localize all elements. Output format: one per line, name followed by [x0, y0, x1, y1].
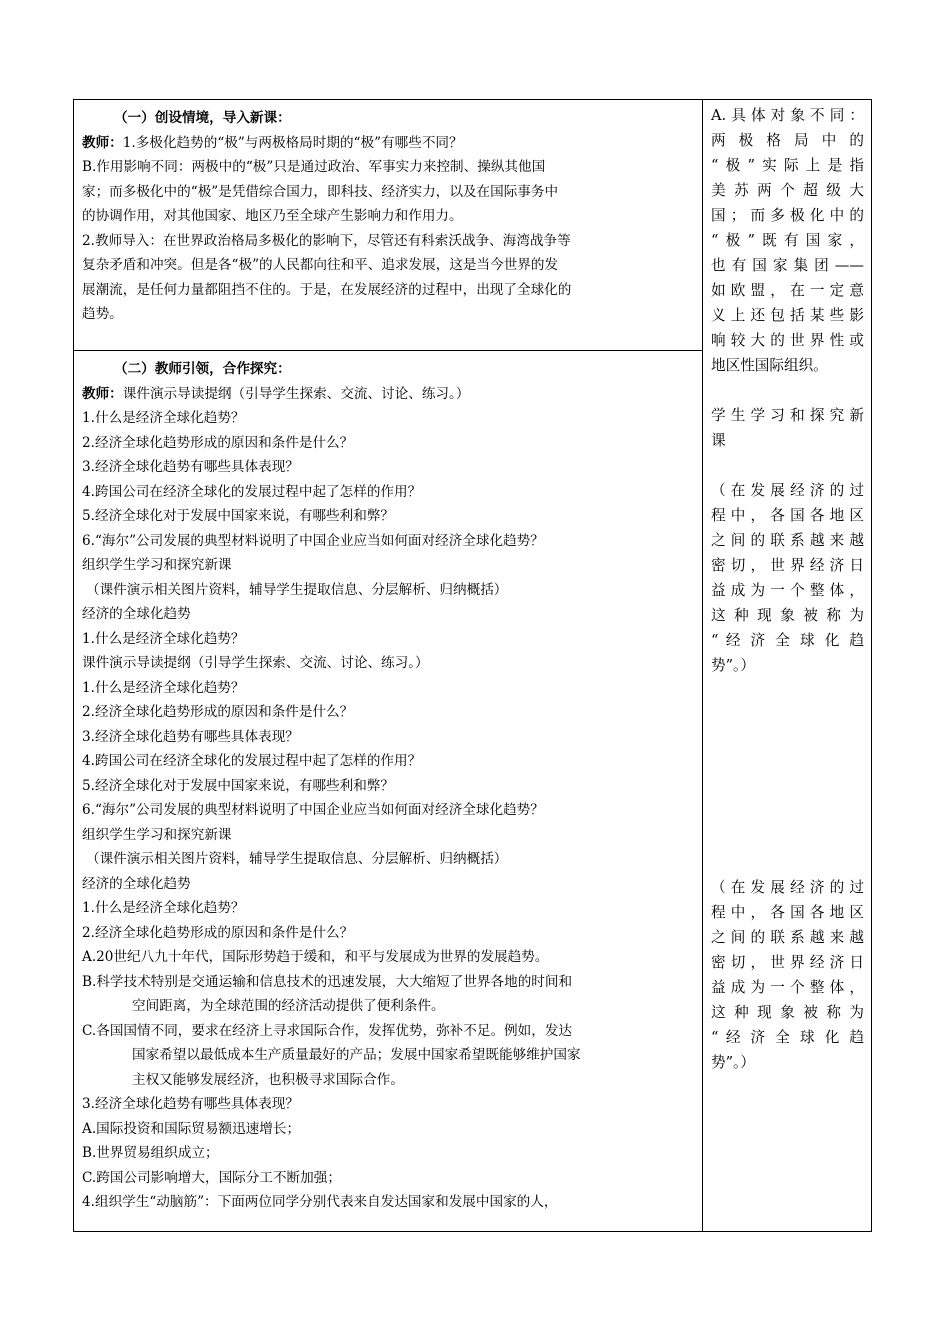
intro-line-text: 复杂矛盾和冲突。但是各“极”的人民都向往和平、追求发展，这是当今世界的发	[82, 257, 559, 273]
inquiry-line: 3.经济全球化趋势有哪些具体表现？	[82, 728, 299, 745]
intro-line-text: 家；而多极化中的“极”是凭借综合国力，即科技、经济实力，以及在国际事务中	[82, 183, 559, 200]
note-line: “ 经 济 全 球 化 趋	[711, 632, 864, 649]
teacher-text: 课件演示导读提纲（引导学生探索、交流、讨论、练习。）	[122, 385, 470, 402]
inquiry-content	[74, 351, 702, 1215]
intro-line-text: 趋势。	[82, 306, 123, 322]
teacher-label: 教师：	[82, 385, 123, 402]
note-line: 如欧盟，在一定意	[711, 282, 864, 299]
note-line: 这 种 现 象 被 称 为	[711, 607, 864, 624]
section-heading-1: （一）创设情境，导入新课：	[114, 110, 291, 126]
note-line: “极”实际上是指	[711, 157, 864, 174]
inquiry-line: 2.经济全球化趋势形成的原因和条件是什么？	[82, 434, 354, 451]
note-line: 美苏两个超级大	[711, 182, 864, 199]
inquiry-line: （课件演示相关图片资料，辅导学生提取信息、分层解析、归纳概括）	[86, 581, 508, 598]
inquiry-line: 1.什么是经济全球化趋势？	[82, 679, 245, 696]
note-line: 国；而多极化中的	[711, 207, 864, 224]
inquiry-line: A.20世纪八九十年代，国际形势趋于缓和，和平与发展成为世界的发展趋势。	[82, 949, 549, 965]
note-line: （在发展经济的过	[711, 482, 864, 499]
intro-line	[82, 204, 694, 229]
note-line: 之间的联系越来越	[711, 532, 864, 549]
intro-line	[82, 131, 694, 156]
teacher-label: 教师：	[82, 134, 123, 151]
inquiry-line: B.世界贸易组织成立；	[82, 1145, 219, 1161]
intro-line	[82, 155, 694, 180]
inquiry-line: 1.什么是经济全球化趋势？	[82, 410, 245, 426]
note-line: 密切，世界经济日	[711, 557, 864, 574]
inquiry-line: 2.经济全球化趋势形成的原因和条件是什么？	[82, 704, 354, 720]
note-line: 学生学习和探究新	[711, 407, 864, 424]
inquiry-line: 5.经济全球化对于发展中国家来说，有哪些利和弊？	[82, 777, 395, 794]
inquiry-line: 6.“海尔”公司发展的典型材料说明了中国企业应当如何面对经济全球化趋势？	[82, 802, 544, 818]
inquiry-line: C.跨国公司影响增大，国际分工不断加强；	[82, 1169, 341, 1186]
inquiry-line: 1.什么是经济全球化趋势？	[82, 900, 245, 916]
inquiry-line: 4.跨国公司在经济全球化的发展过程中起了怎样的作用？	[82, 483, 422, 500]
note-line: 程中，各国各地区	[711, 507, 864, 524]
note-line: 势”。）	[711, 1054, 755, 1071]
note-line: 势”。）	[711, 657, 755, 674]
notes-column	[703, 100, 872, 1232]
note-line: （在发展经济的过	[711, 879, 864, 896]
intro-line-text: 2.教师导入：在世界政治格局多极化的影响下，尽管还有科索沃战争、海湾战争等	[82, 232, 571, 249]
note-line: A.具体对象不同：	[711, 107, 864, 124]
note-line: 也有国家集团——	[711, 257, 864, 274]
inquiry-line: （课件演示相关图片资料，辅导学生提取信息、分层解析、归纳概括）	[86, 851, 508, 867]
inquiry-line: 6.“海尔”公司发展的典型材料说明了中国企业应当如何面对经济全球化趋势？	[82, 532, 544, 549]
lesson-table	[73, 99, 872, 1232]
teacher-line	[82, 382, 694, 407]
inquiry-line: 1.什么是经济全球化趋势？	[82, 630, 245, 647]
inquiry-line: 3.经济全球化趋势有哪些具体表现？	[82, 1096, 299, 1112]
note-line: 益成为一个整体，	[711, 582, 864, 599]
intro-line-text: 1.多极化趋势的“极”与两极格局时期的“极”有哪些不同？	[122, 134, 463, 151]
note-line: 地区性国际组织。	[711, 357, 828, 374]
inquiry-line: 5.经济全球化对于发展中国家来说，有哪些利和弊？	[82, 508, 395, 524]
note-differences	[711, 103, 864, 378]
note-line: 两 极 格 局 中 的	[711, 132, 864, 149]
inquiry-cell	[74, 351, 703, 1232]
note-line: 密切，世界经济日	[711, 954, 864, 971]
inquiry-line: 组织学生学习和探究新课	[82, 557, 232, 573]
intro-line	[82, 180, 694, 205]
reason-c-line: 主权又能够发展经济，也积极寻求国际合作。	[132, 1071, 404, 1088]
notes-content	[703, 100, 871, 1075]
reason-b-line: B.科学技术特别是交通运输和信息技术的迅速发展，大大缩短了世界各地的时间和	[82, 973, 573, 990]
inquiry-line: 3.经济全球化趋势有哪些具体表现？	[82, 459, 299, 475]
intro-content	[74, 100, 702, 327]
reason-c-line: C.各国国情不同，要求在经济上寻求国际合作，发挥优势，弥补不足。例如，发达	[82, 1022, 573, 1039]
reason-c-line: 国家希望以最低成本生产质量最好的产品；发展中国家希望既能够维护国家	[132, 1047, 581, 1063]
note-line: 课	[711, 432, 726, 449]
note-line: 程中，各国各地区	[711, 904, 864, 921]
intro-line-text: 的协调作用，对其他国家、地区乃至全球产生影响力和作用力。	[82, 208, 463, 224]
note-line: 响较大的世界性或	[711, 332, 864, 349]
inquiry-line: 课件演示导读提纲（引导学生探索、交流、讨论、练习。）	[82, 655, 429, 671]
reason-b-line: 空间距离，为全球范围的经济活动提供了便利条件。	[132, 998, 445, 1014]
inquiry-line: A.国际投资和国际贸易额迅速增长；	[82, 1120, 301, 1137]
note-line: “极”既有国家，	[711, 232, 864, 249]
lesson-plan-page	[73, 99, 869, 1233]
note-globalization-2	[711, 875, 864, 1075]
intro-line-text: B.作用影响不同：两极中的“极”只是通过政治、军事实力来控制、操纵其他国	[82, 159, 546, 175]
intro-line	[82, 278, 694, 303]
intro-line	[82, 229, 694, 254]
note-line: “ 经 济 全 球 化 趋	[711, 1029, 864, 1046]
note-line: 之间的联系越来越	[711, 929, 864, 946]
inquiry-line: 组织学生学习和探究新课	[82, 826, 232, 843]
intro-line	[82, 253, 694, 278]
section-heading-2: （二）教师引领，合作探究：	[114, 361, 291, 377]
inquiry-line: 4.跨国公司在经济全球化的发展过程中起了怎样的作用？	[82, 753, 422, 769]
inquiry-line: 经济的全球化趋势	[82, 606, 191, 622]
inquiry-line: 4.组织学生“动脑筋”：下面两位同学分别代表来自发达国家和发展中国家的人，	[82, 1194, 558, 1210]
note-line: 义上还包括某些影	[711, 307, 864, 324]
note-study	[711, 403, 864, 453]
note-line: 益成为一个整体，	[711, 979, 864, 996]
intro-line	[82, 302, 694, 327]
note-line: 这 种 现 象 被 称 为	[711, 1004, 864, 1021]
inquiry-line: 2.经济全球化趋势形成的原因和条件是什么？	[82, 924, 354, 941]
inquiry-line: 经济的全球化趋势	[82, 875, 191, 892]
intro-cell	[74, 100, 703, 351]
intro-line-text: 展潮流，是任何力量都阻挡不住的。于是，在发展经济的过程中，出现了全球化的	[82, 281, 572, 298]
note-globalization-1	[711, 478, 864, 678]
